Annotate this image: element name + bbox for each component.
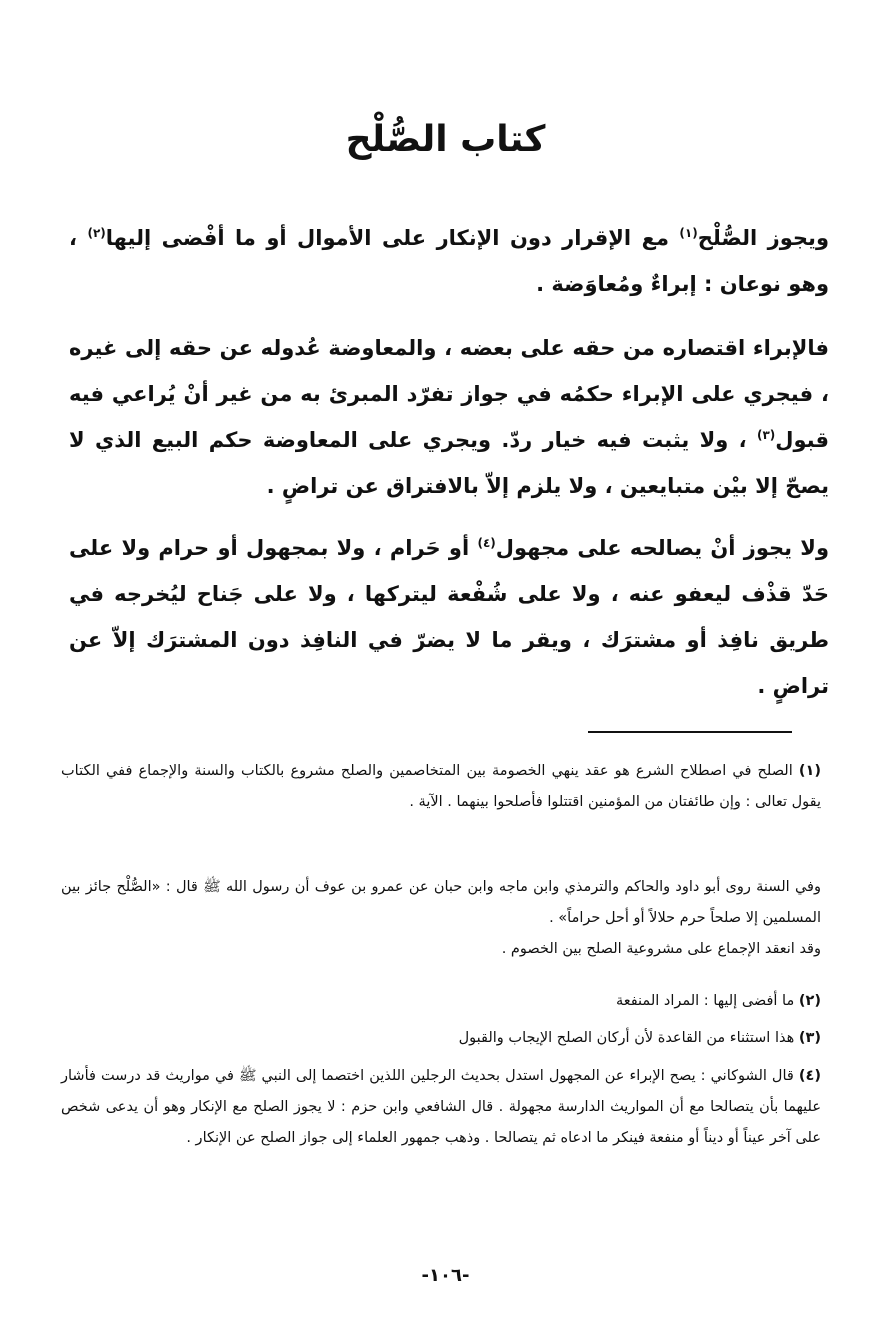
footnote-3-number: (٣)	[798, 1030, 821, 1046]
footnote-4-number: (٤)	[798, 1068, 821, 1084]
footnote-1-text: الصلح في اصطلاح الشرع هو عقد ينهي الخصومة بين المتخاصمين والصلح مشروع بالكتاب والسنة والإجماع ففي الكتاب يقول تعالى : وإن طائفتان من المؤمنين اقتتلوا فأصلحوا بينهما . الآية .	[61, 763, 821, 810]
footnote-1	[61, 756, 821, 818]
footnote-3-text: هذا استثناء من القاعدة لأن أركان الصلح الإيجاب والقبول	[458, 1030, 795, 1046]
paragraph-1	[69, 215, 829, 307]
paragraph-1-text-a: ويجوز الصُّلْح	[697, 226, 830, 250]
chapter-title: كتاب الصُّلْح	[345, 119, 546, 160]
footnote-4-text: قال الشوكاني : يصح الإبراء عن المجهول استدل بحديث الرجلين اللذين اختصما إلى النبي ﷺ في مواريث قد درست فأشار عليهما بأن يتصالحا مع أن المواريث الدارسة مجهولة . قال الشافعي وابن حزم : لا يجوز الصلح مع الإنكار وهو أن يدعى شخص على آخر عيناً أو ديناً أو منفعة فينكر ما ادعاه ثم يتصالحا . وذهب جمهور العلماء إلى جواز الصلح عن الإنكار .	[61, 1068, 821, 1146]
footnote-1-number: (١)	[798, 763, 822, 779]
paragraph-3	[69, 525, 829, 709]
footnote-1-continuation	[61, 872, 821, 965]
paragraph-2-text-b: ، ولا يثبت فيه خيار ردّ. ويجري على المعاوضة حكم البيع الذي لا يصحّ إلا بيْن متبايعين ، ولا يلزم إلاّ بالافتراق عن تراضٍ .	[69, 428, 829, 498]
paragraph-3-text-a: ولا يجوز أنْ يصالحه على مجهول	[495, 536, 829, 560]
footnote-separator	[588, 731, 792, 733]
page-number: -١٠٦-	[421, 1265, 470, 1286]
paragraph-3-text-b: أو حَرام ، ولا بمجهول أو حرام ولا على حَدّ قذْف ليعفو عنه ، ولا على شُفْعة ليتركها ، ولا على جَناح ليُخرجه في طريق نافِذ أو مشترَك ، ويقر ما لا يضرّ في النافِذ دون المشترَك إلاّ عن تراضٍ .	[69, 536, 829, 698]
paragraph-1-text-c: ، وهو نوعان : إبراءٌ ومُعاوَضة .	[69, 226, 829, 296]
paragraph-2-text-a: فالإبراء اقتصاره من حقه على بعضه ، والمعاوضة عُدوله عن حقه إلى غيره ، فيجري على الإبراء حكمُه في جواز تفرّد المبرئ به من غير أنْ يُراعي فيه قبول	[69, 336, 829, 452]
paragraph-2	[69, 325, 829, 509]
footnote-ref-2[interactable]: (٢)	[87, 226, 106, 240]
footnote-ref-3[interactable]: (٣)	[756, 428, 776, 442]
footnote-1-ijma-text: وقد انعقد الإجماع على مشروعية الصلح بين الخصوم .	[501, 941, 821, 957]
footnote-2-number: (٢)	[798, 993, 821, 1009]
footnote-3	[61, 1023, 821, 1054]
footnote-ref-1[interactable]: (١)	[679, 226, 698, 240]
footnote-2	[61, 986, 821, 1017]
footnote-1-sunnah-text: وفي السنة روى أبو داود والحاكم والترمذي وابن ماجه وابن حبان عن عمرو بن عوف أن رسول الله ﷺ قال : «الصُّلْح جائز بين المسلمين إلا صلحاً حرم حلالاً أو أحل حراماً» .	[61, 879, 821, 926]
footnote-ref-4[interactable]: (٤)	[477, 536, 496, 550]
paragraph-1-text-b: مع الإقرار دون الإنكار على الأموال أو ما أفْضى إليها	[105, 226, 680, 250]
footnote-2-text: ما أفضى إليها : المراد المنفعة	[615, 993, 795, 1009]
footnote-4	[61, 1061, 821, 1154]
